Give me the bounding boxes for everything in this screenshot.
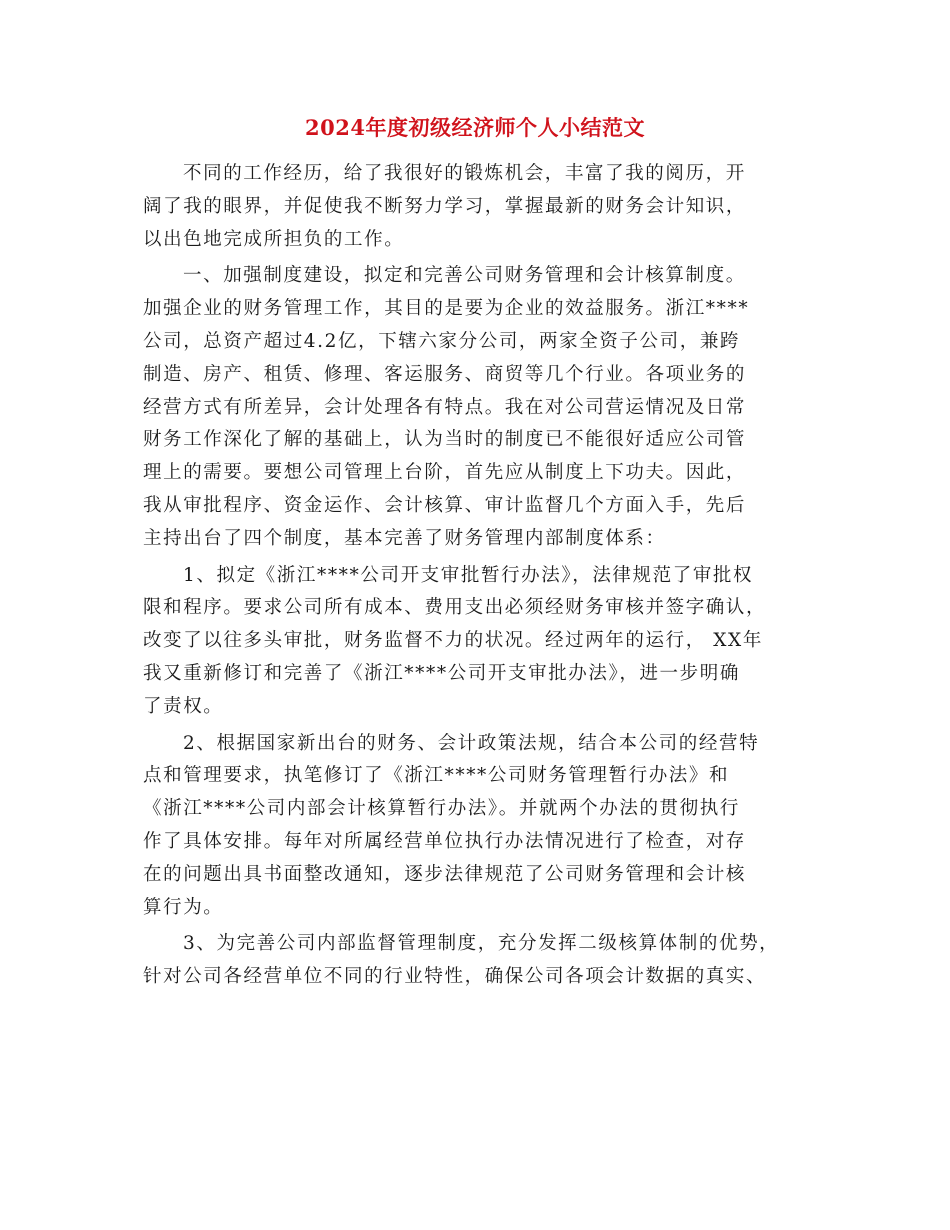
text-line: 1、拟定《浙江****公司开支审批暂行办法》，法律规范了审批权 [183,564,754,586]
text-line: 不同的工作经历，给了我很好的锻炼机会，丰富了我的阅历，开 [183,163,746,184]
text-line: 财务工作深化了解的基础上，认为当时的制度已不能很好适应公司管 [143,429,747,451]
text-line: 针对公司各经营单位不同的行业特性，确保公司各项会计数据的真实、 [143,966,767,988]
text-line: 理上的需要。要想公司管理上台阶，首先应从制度上下功夫。因此， [143,462,747,484]
text-line: 作了具体安排。每年对所属经营单位执行办法情况进行了检查，对存 [143,830,747,852]
text-line: 以出色地完成所担负的工作。 [143,228,405,250]
text-line: 加强企业的财务管理工作，其目的是要为企业的效益服务。浙江**** [143,298,750,320]
text-line: 主持出台了四个制度，基本完善了财务管理内部制度体系： [143,527,666,549]
text-line: 经营方式有所差异，会计处理各有特点。我在对公司营运情况及日常 [143,396,747,418]
document-title: 2024年度初级经济师个人小结范文 [305,115,645,140]
text-line: 一、加强制度建设，拟定和完善公司财务管理和会计核算制度。 [183,265,746,287]
paragraph [143,728,828,925]
text-line: 公司，总资产超过4.2亿，下辖六家分公司，两家全资子公司，兼跨 [143,330,741,352]
text-line: 我从审批程序、资金运作、会计核算、审计监督几个方面入手，先后 [143,494,747,516]
text-line: 制造、房产、租赁、修理、客运服务、商贸等几个行业。各项业务的 [143,363,747,385]
text-line: 3、为完善公司内部监督管理制度，充分发挥二级核算体制的优势， [183,933,780,955]
text-line: 我又重新修订和完善了《浙江****公司开支审批办法》，进一步明确 [143,662,740,684]
paragraph [143,928,828,994]
text-line: 阔了我的眼界，并促使我不断努力学习，掌握最新的财务会计知识， [143,195,747,217]
text-line: 在的问题出具书面整改通知，逐步法律规范了公司财务管理和会计核 [143,863,747,885]
text-line: 改变了以往多头审批，财务监督不力的状况。经过两年的运行， XX年 [143,630,763,652]
text-line: 限和程序。要求公司所有成本、费用支出必须经财务审核并签字确认， [143,597,767,619]
text-line: 《浙江****公司内部会计核算暂行办法》。并就两个办法的贯彻执行 [143,798,740,820]
document-body [143,158,828,994]
text-line: 算行为。 [143,896,224,918]
paragraph [143,560,828,724]
text-line: 了责权。 [143,695,224,717]
paragraph [143,260,828,555]
text-line: 点和管理要求，执笔修订了《浙江****公司财务管理暂行办法》和 [143,765,730,787]
text-line: 2、根据国家新出台的财务、会计政策法规，结合本公司的经营特 [183,732,760,754]
paragraph [143,158,828,256]
